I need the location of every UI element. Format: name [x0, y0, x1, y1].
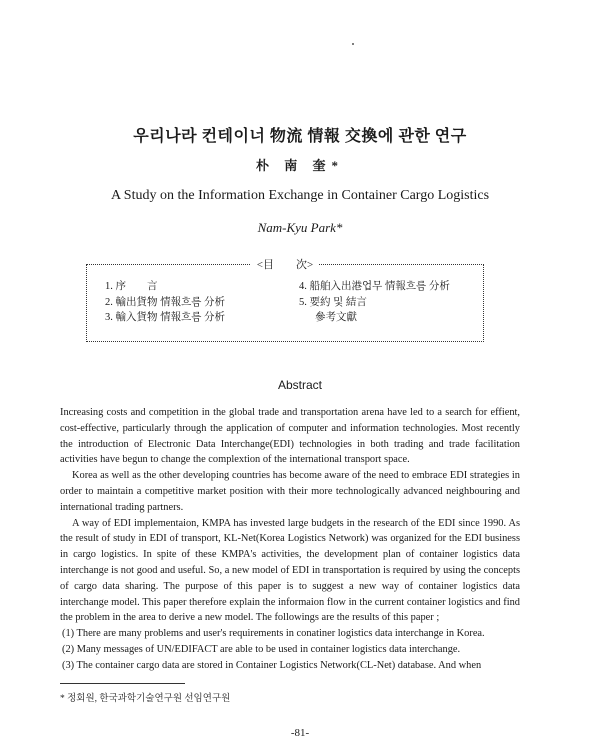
toc-left-column	[105, 279, 225, 326]
toc-item: 2. 輸出貨物 情報흐름 分析	[105, 296, 226, 308]
toc-item: 參考文獻	[315, 312, 357, 323]
paper-title-korean: 우리나라 컨테이너 物流 情報 交換에 관한 연구	[133, 128, 467, 145]
paper-title-english: A Study on the Information Exchange in Container Cargo Logistics	[110, 188, 490, 203]
toc-item: 4. 船舶入出港업무 情報흐름 分析	[299, 281, 450, 292]
abstract-paragraph: Increasing costs and competition in the global trade and transportation arena have led to a search for effient, cost-effective, particularly through the application of computer and information technologies. Most recently the introduction of Electronic Data Interchange(EDI) technologies in both trading and trade facilitation activities have begun to change the complextion of the international transport space.	[60, 407, 520, 466]
table-of-contents	[86, 259, 484, 342]
toc-item: 1. 序 言	[105, 281, 158, 292]
page-dot-top	[352, 43, 354, 45]
abstract-paragraph: A way of EDI implementaion, KMPA has invested large budgets in the research of the EDI since 1990. As the result of study in EDI of transport, KL-Net(Korea Logistics Network) was organized for the EDI business in cargo logistics. In spite of these KMPA's activities, the development plan of container logistics data interchange is not good and useful. So, a new model of EDI in transportation is required by using the concepts of cargo data sharing. The purpose of this paper is to suggest a new way of container logistics data interchange model. This paper therefore explain the informaion flow in the current container logistics and find the problem in the area to derive a new model. The followings are the results of this paper ;	[60, 517, 520, 624]
toc-right-column	[299, 279, 450, 326]
abstract-heading: Abstract	[277, 378, 322, 392]
abstract-list-item: (1) There are many problems and user's requirements in conatiner logistics data interchange in Korea.	[62, 628, 485, 640]
author-affiliation-footnote: * 정회원, 한국과학기술연구원 선임연구원	[60, 694, 231, 704]
abstract-list-item: (2) Many messages of UN/EDIFACT are able to be used in container logistics data interchange.	[62, 643, 461, 655]
author-name-korean: 朴 南 奎*	[255, 158, 344, 173]
toc-item: 5. 要約 및 結言	[299, 296, 367, 308]
abstract-list-item: (3) The container cargo data are stored in Container Logistics Network(CL-Net) database. And when	[62, 659, 482, 671]
toc-item: 3. 輸入貨物 情報흐름 分析	[105, 312, 226, 323]
abstract-body	[60, 405, 520, 674]
toc-heading-text: <目 次>	[251, 259, 319, 271]
toc-heading	[87, 256, 483, 272]
footnote-divider	[60, 683, 185, 684]
author-name-english: Nam-Kyu Park*	[257, 220, 343, 235]
abstract-paragraph: Korea as well as the other developing countries has become aware of the need to embrace EDI strategies in order to maintain a competitive market position with their more technologically advanced neighbouring and international trading partners.	[60, 470, 520, 513]
page-number: -81-	[290, 727, 310, 739]
